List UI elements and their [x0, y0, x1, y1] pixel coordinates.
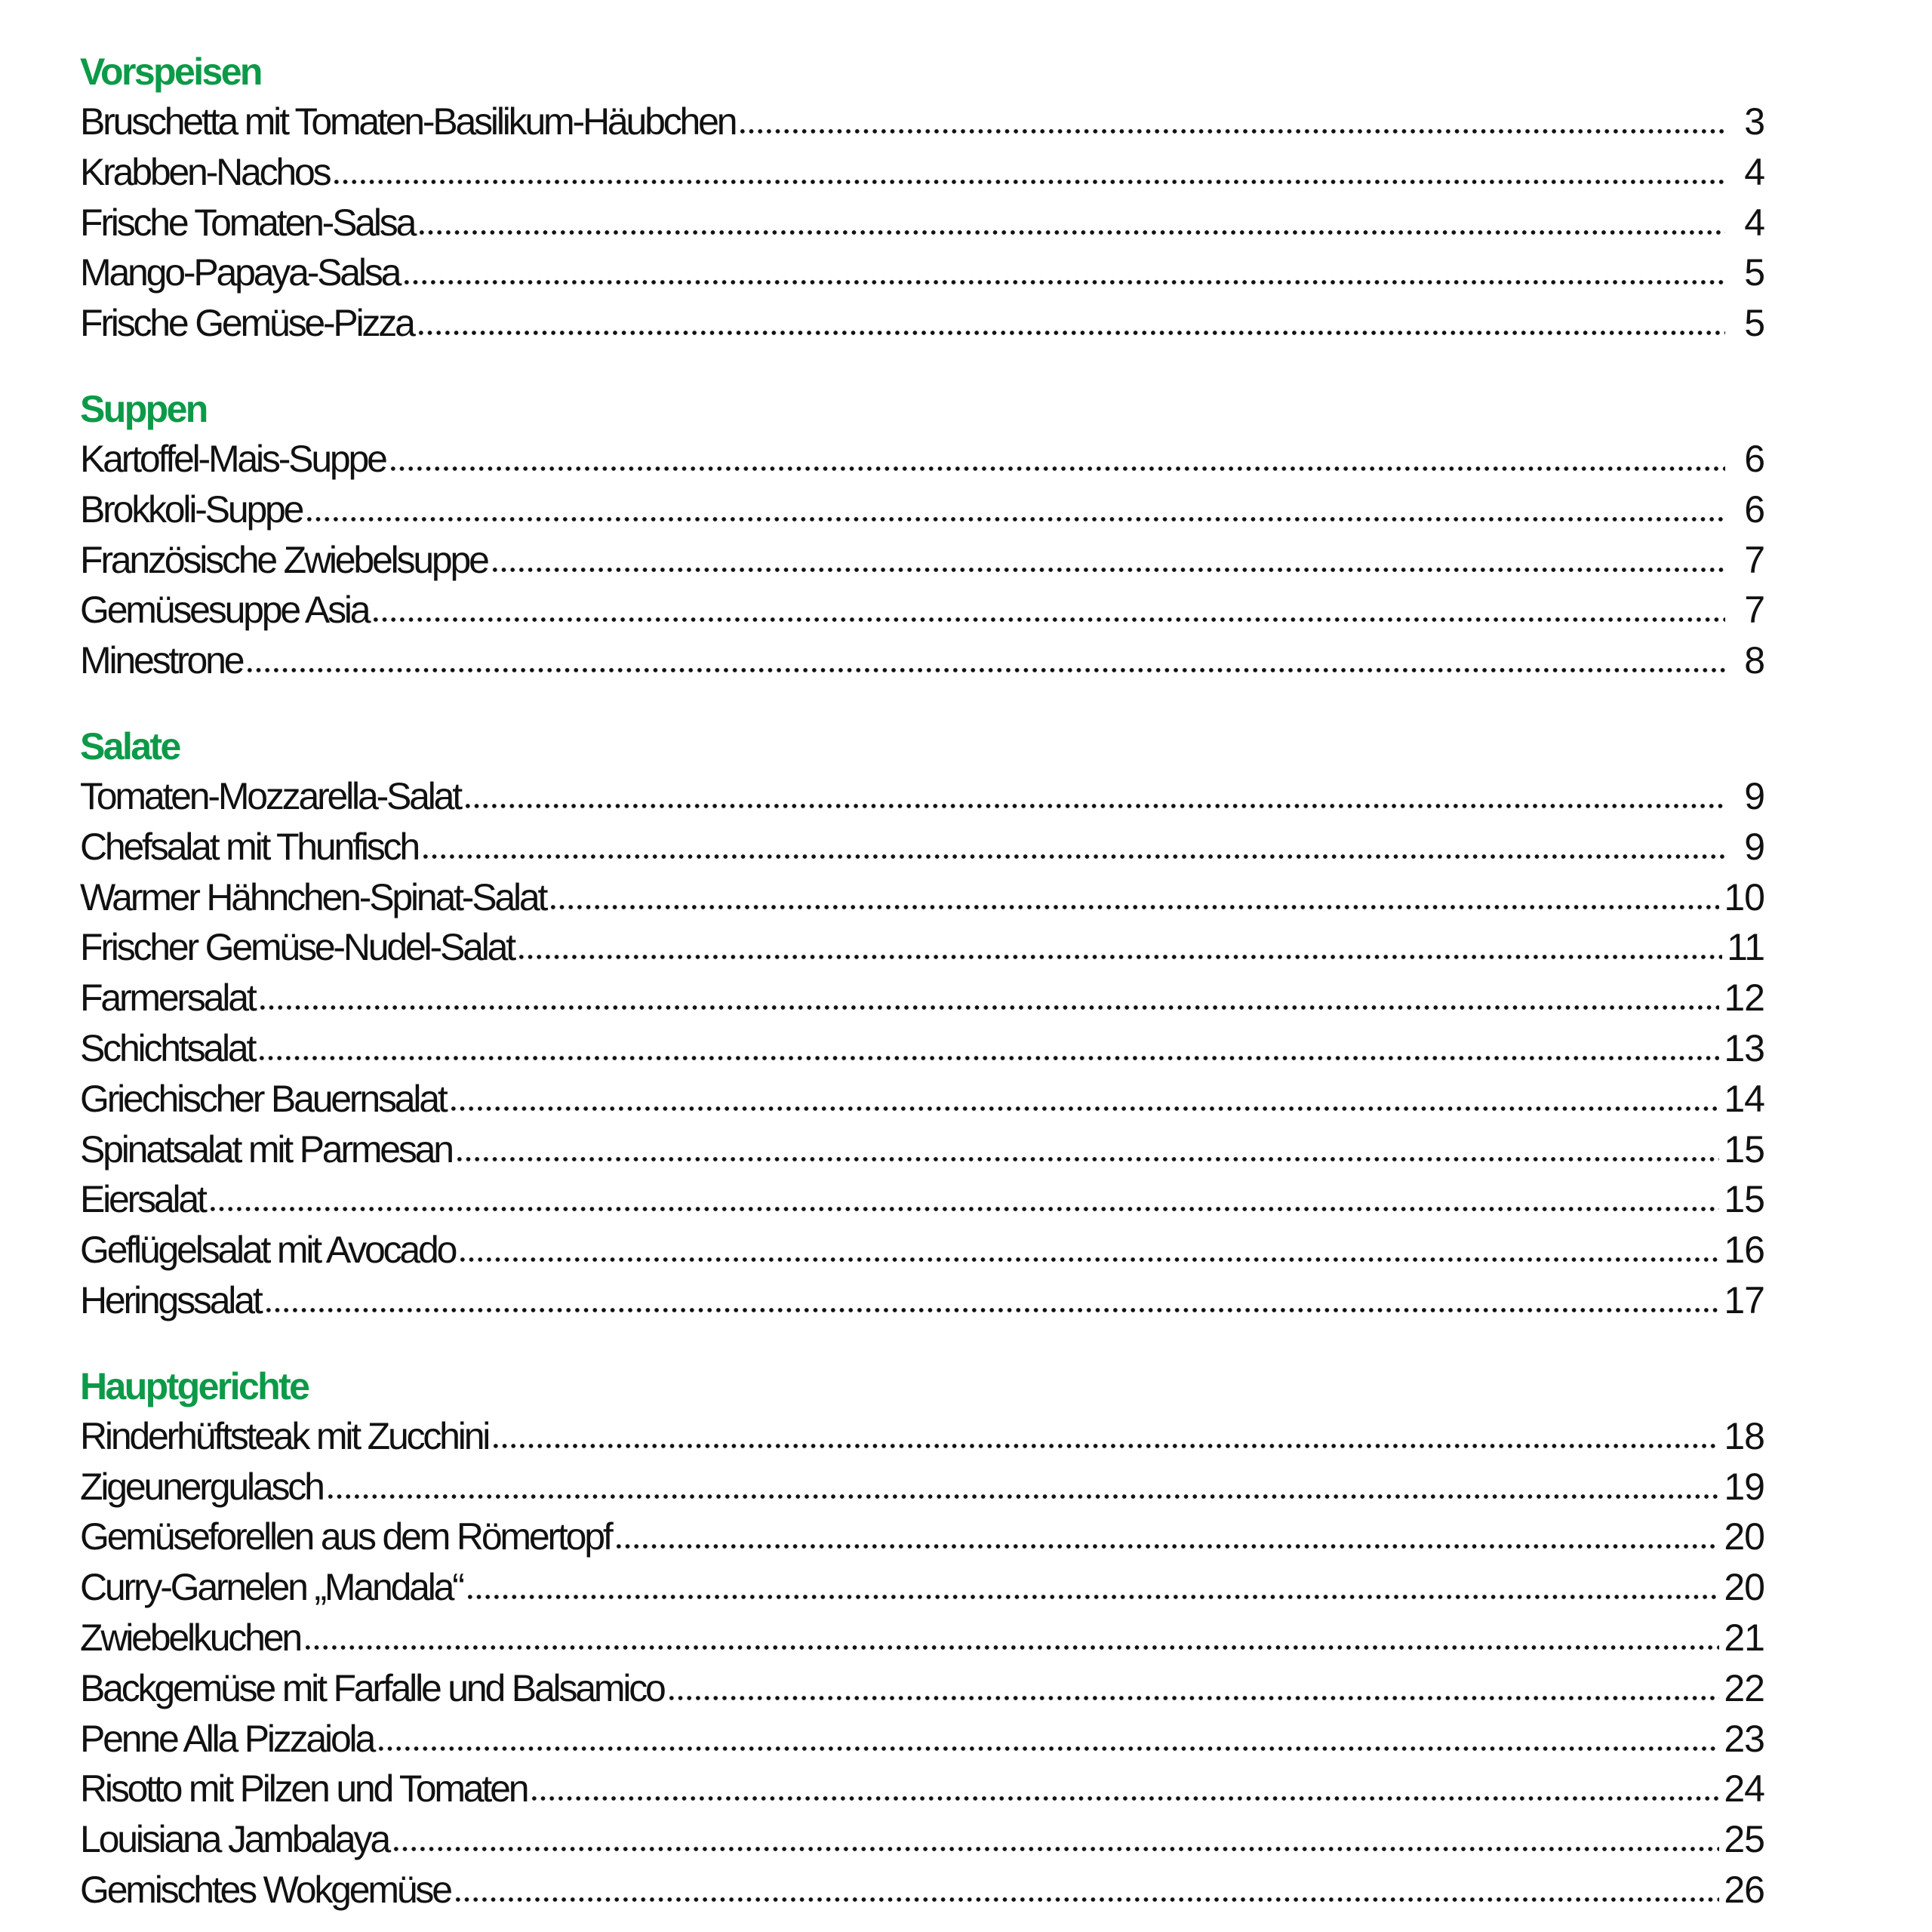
entry-title: Spinatsalat mit Parmesan	[80, 1128, 452, 1171]
entry-page-number: 5	[1744, 302, 1764, 345]
toc-entry[interactable]	[80, 97, 1764, 147]
toc-entry[interactable]	[80, 147, 1764, 198]
toc-entry[interactable]	[80, 585, 1764, 635]
entry-page-number: 16	[1724, 1229, 1764, 1272]
entry-title: Eiersalat	[80, 1178, 205, 1221]
dot-leader	[402, 280, 1725, 285]
entry-title: Penne Alla Pizzaiola	[80, 1717, 374, 1760]
toc-section-suppen	[80, 384, 1764, 686]
toc-entry[interactable]	[80, 298, 1764, 349]
entry-page-number: 20	[1724, 1566, 1764, 1609]
dot-leader	[245, 668, 1725, 672]
toc-section-salate	[80, 721, 1764, 1326]
entry-page-number: 19	[1724, 1465, 1764, 1508]
toc-entry[interactable]	[80, 1714, 1764, 1764]
entry-title: Backgemüse mit Farfalle und Balsamico	[80, 1666, 664, 1709]
toc-entry[interactable]	[80, 1865, 1764, 1915]
toc-entry[interactable]	[80, 1225, 1764, 1275]
dot-leader	[614, 1544, 1720, 1549]
entry-page-number: 3	[1744, 100, 1764, 143]
entry-title: Frischer Gemüse-Nudel-Salat	[80, 926, 514, 969]
entry-title: Zigeunergulasch	[80, 1465, 323, 1508]
entry-page-number: 23	[1724, 1717, 1764, 1760]
toc-entry[interactable]	[80, 1074, 1764, 1124]
toc-entry[interactable]	[80, 1764, 1764, 1814]
toc-entry[interactable]	[80, 771, 1764, 822]
entry-title: Chefsalat mit Thunfisch	[80, 825, 418, 868]
dot-leader	[377, 1746, 1719, 1751]
dot-leader	[332, 180, 1725, 184]
dot-leader	[371, 617, 1725, 622]
entry-page-number: 6	[1744, 488, 1764, 531]
dot-leader	[258, 1005, 1720, 1010]
section-heading: Salate	[80, 724, 180, 768]
toc-entry[interactable]	[80, 1562, 1764, 1613]
entry-page-number: 9	[1744, 774, 1764, 817]
toc-entry[interactable]	[80, 1663, 1764, 1714]
entry-title: Geflügelsalat mit Avocado	[80, 1229, 456, 1272]
entry-title: Griechischer Bauernsalat	[80, 1077, 446, 1120]
dot-leader	[392, 1847, 1719, 1851]
entry-page-number: 7	[1744, 589, 1764, 632]
section-heading: Hauptgerichte	[80, 1364, 309, 1407]
toc-entry[interactable]	[80, 635, 1764, 686]
entry-page-number: 15	[1724, 1128, 1764, 1171]
entry-title: Schichtsalat	[80, 1026, 255, 1069]
section-heading: Vorspeisen	[80, 51, 261, 93]
dot-leader	[491, 568, 1725, 572]
dot-leader	[738, 129, 1725, 134]
entry-title: Risotto mit Pilzen und Tomaten	[80, 1767, 528, 1810]
entry-page-number: 22	[1724, 1666, 1764, 1709]
entry-page-number: 25	[1724, 1818, 1764, 1861]
entry-title: Farmersalat	[80, 977, 255, 1020]
dot-leader	[463, 804, 1725, 808]
entry-title: Frische Gemüse-Pizza	[80, 302, 414, 345]
dot-leader	[530, 1796, 1719, 1801]
toc-entry[interactable]	[80, 872, 1764, 923]
dot-leader	[417, 230, 1725, 235]
entry-title: Gemischtes Wokgemüse	[80, 1868, 451, 1911]
entry-page-number: 20	[1724, 1515, 1764, 1558]
entry-page-number: 5	[1744, 251, 1764, 294]
entry-page-number: 9	[1744, 825, 1764, 868]
entry-page-number: 17	[1724, 1278, 1764, 1321]
toc-entry[interactable]	[80, 1613, 1764, 1663]
entry-title: Brokkoli-Suppe	[80, 488, 303, 531]
toc-entry[interactable]	[80, 434, 1764, 485]
dot-leader	[305, 517, 1725, 521]
entry-title: Krabben-Nachos	[80, 150, 330, 193]
dot-leader	[667, 1696, 1720, 1700]
entry-title: Rinderhüftsteak mit Zucchini	[80, 1414, 489, 1457]
table-of-contents	[80, 47, 1764, 1915]
dot-leader	[449, 1106, 1720, 1111]
dot-leader	[389, 466, 1725, 471]
dot-leader	[455, 1157, 1719, 1161]
dot-leader	[303, 1645, 1719, 1650]
toc-entry[interactable]	[80, 248, 1764, 298]
toc-entry[interactable]	[80, 822, 1764, 872]
toc-entry[interactable]	[80, 535, 1764, 586]
entry-page-number: 14	[1724, 1077, 1764, 1120]
entry-page-number: 21	[1724, 1616, 1764, 1659]
entry-page-number: 10	[1724, 875, 1764, 918]
entry-title: Bruschetta mit Tomaten-Basilikum-Häubchen	[80, 100, 736, 143]
toc-entry[interactable]	[80, 198, 1764, 248]
entry-title: Heringssalat	[80, 1278, 261, 1321]
toc-entry[interactable]	[80, 1411, 1764, 1462]
entry-page-number: 11	[1727, 926, 1764, 969]
toc-entry[interactable]	[80, 1124, 1764, 1175]
dot-leader	[491, 1444, 1719, 1448]
entry-title: Frische Tomaten-Salsa	[80, 201, 415, 244]
toc-entry[interactable]	[80, 1814, 1764, 1865]
entry-title: Zwiebelkuchen	[80, 1616, 300, 1659]
dot-leader	[257, 1056, 1719, 1060]
toc-section-hauptgerichte	[80, 1361, 1764, 1915]
entry-page-number: 15	[1724, 1178, 1764, 1221]
toc-entry[interactable]	[80, 1462, 1764, 1512]
entry-page-number: 26	[1724, 1868, 1764, 1911]
entry-page-number: 7	[1744, 538, 1764, 581]
toc-section-vorspeisen	[80, 47, 1764, 349]
toc-entry[interactable]	[80, 485, 1764, 535]
entry-title: Tomaten-Mozzarella-Salat	[80, 774, 460, 817]
entry-title: Mango-Papaya-Salsa	[80, 251, 400, 294]
toc-entry[interactable]	[80, 922, 1764, 973]
dot-leader	[326, 1494, 1720, 1499]
toc-entry[interactable]	[80, 1275, 1764, 1326]
dot-leader	[421, 854, 1725, 859]
entry-page-number: 24	[1724, 1767, 1764, 1810]
toc-entry[interactable]	[80, 1512, 1764, 1562]
entry-page-number: 13	[1724, 1026, 1764, 1069]
dot-leader	[549, 905, 1719, 909]
entry-title: Kartoffel-Mais-Suppe	[80, 437, 386, 480]
entry-page-number: 4	[1744, 150, 1764, 193]
toc-entry[interactable]	[80, 1023, 1764, 1074]
entry-title: Französische Zwiebelsuppe	[80, 538, 488, 581]
dot-leader	[517, 955, 1722, 959]
entry-title: Gemüseforellen aus dem Römertopf	[80, 1515, 611, 1558]
dot-leader	[458, 1257, 1719, 1262]
dot-leader	[264, 1308, 1720, 1312]
entry-title: Gemüsesuppe Asia	[80, 589, 369, 632]
entry-title: Warmer Hähnchen-Spinat-Salat	[80, 875, 546, 918]
entry-page-number: 4	[1744, 201, 1764, 244]
section-heading: Suppen	[80, 387, 207, 430]
toc-entry[interactable]	[80, 1174, 1764, 1225]
entry-title: Minestrone	[80, 639, 243, 682]
entry-title: Louisiana Jambalaya	[80, 1818, 389, 1861]
entry-page-number: 6	[1744, 437, 1764, 480]
entry-page-number: 18	[1724, 1414, 1764, 1457]
entry-page-number: 12	[1724, 977, 1764, 1020]
dot-leader	[466, 1595, 1720, 1599]
entry-page-number: 8	[1744, 639, 1764, 682]
toc-entry[interactable]	[80, 973, 1764, 1023]
dot-leader	[208, 1207, 1720, 1211]
dot-leader	[417, 331, 1725, 335]
entry-title: Curry-Garnelen „Mandala“	[80, 1566, 463, 1609]
dot-leader	[454, 1897, 1720, 1902]
